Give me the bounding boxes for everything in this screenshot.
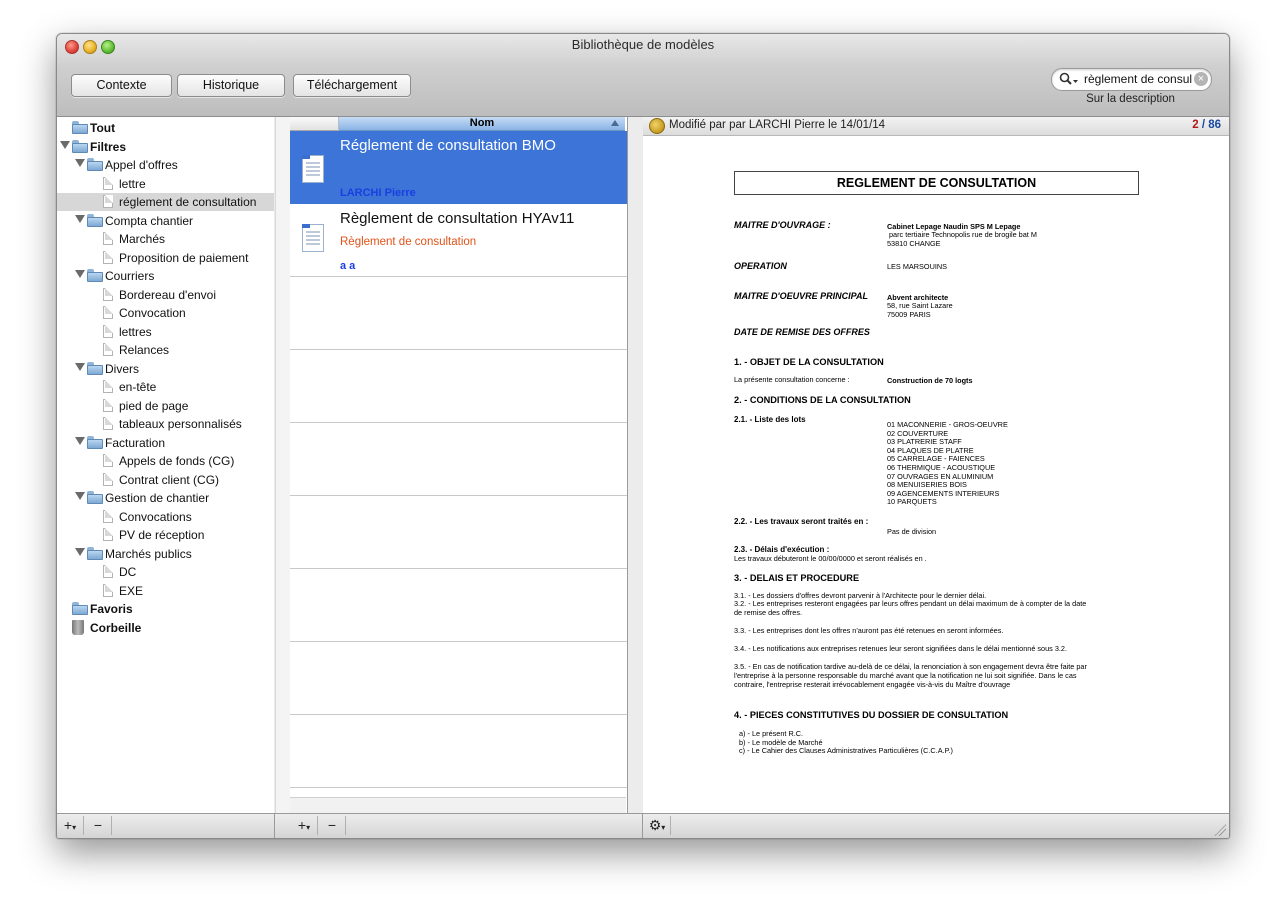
doc-para-3-3: 3.3. - Les entreprises dont les offres n'auront pas été retenues en seront informées.	[734, 626, 1004, 635]
chevron-down-icon: ▾	[306, 823, 311, 832]
folder-icon	[87, 158, 103, 171]
sidebar-item-label: Courriers	[105, 269, 155, 283]
piece-line: b) - Le modèle de Marché	[739, 737, 823, 747]
add-folder-button[interactable]: +▾	[57, 816, 84, 835]
window-title: Bibliothèque de modèles	[571, 37, 715, 52]
doc-section-1: 1. - OBJET DE LA CONSULTATION	[734, 357, 884, 367]
remove-folder-button[interactable]: −	[85, 816, 112, 835]
lot-line: 07 OUVRAGES EN ALUMINIUM	[887, 471, 994, 481]
document-icon	[103, 454, 113, 467]
template-author: a a	[340, 260, 356, 272]
sidebar-item[interactable]	[57, 489, 274, 507]
sidebar-item-label: Proposition de paiement	[119, 250, 249, 265]
sidebar-item[interactable]	[57, 323, 274, 341]
template-title: Règlement de consultation HYAv11	[340, 210, 575, 227]
doc-operation-value: LES MARSOUINS	[887, 262, 948, 271]
sidebar-item[interactable]	[57, 434, 274, 452]
lot-line: 05 CARRELAGE - FAIENCES	[887, 454, 985, 464]
doc-section-3: 3. - DELAIS ET PROCEDURE	[734, 573, 860, 583]
doc-section-2-3: 2.3. - Délais d'exécution :	[734, 545, 830, 554]
action-menu-button[interactable]	[644, 816, 671, 835]
template-author: LARCHI Pierre	[340, 187, 416, 199]
current-page: 2	[1192, 119, 1199, 131]
doc-maitre-ouvrage-addr1: parc tertiaire Technopolis rue de brogile bat M	[889, 230, 1037, 239]
piece-line: a) - Le présent R.C.	[739, 729, 804, 738]
folder-icon	[87, 491, 103, 504]
document-icon	[103, 343, 113, 356]
folder-icon	[72, 140, 88, 153]
sidebar-item-label: Appel d'offres	[105, 158, 178, 172]
disclosure-triangle-icon[interactable]	[75, 437, 85, 445]
sidebar-item-label: réglement de consultation	[119, 195, 257, 209]
sidebar-item-label: Divers	[105, 361, 140, 376]
doc-pieces-list	[739, 730, 953, 756]
doc-section-2-3-text: Les travaux débuteront le 00/00/0000 et seront réalisés en .	[734, 554, 927, 563]
piece-line: c) - Le Cahier des Clauses Administratives Particulières (C.C.A.P.)	[739, 746, 953, 756]
document-icon	[103, 325, 113, 338]
document-icon	[103, 473, 113, 486]
document-icon	[103, 417, 113, 430]
total-pages: / 86	[1201, 119, 1221, 131]
sidebar-item-label: Contrat client (CG)	[119, 472, 220, 487]
sidebar-item[interactable]	[57, 156, 274, 174]
sidebar-item-label: lettres	[119, 324, 152, 339]
document-icon	[103, 584, 113, 597]
folder-icon	[87, 214, 103, 227]
search-icon[interactable]	[1059, 72, 1079, 91]
doc-section-2-2-value: Pas de division	[887, 527, 937, 536]
sidebar-item[interactable]	[57, 526, 274, 544]
disclosure-triangle-icon[interactable]	[75, 270, 85, 278]
document-icon	[103, 380, 113, 393]
page-indicator	[1192, 119, 1221, 131]
lot-line: 04 PLAQUES DE PLATRE	[887, 445, 974, 455]
doc-para-3-5c: contraire, l'entreprise resterait irrévocablement engagée vis-à-vis du Maître d'ouvrage	[734, 680, 1011, 689]
doc-moe-name: Abvent architecte	[887, 293, 949, 302]
resize-grip[interactable]	[1214, 824, 1226, 836]
document-icon	[103, 565, 113, 578]
sidebar-item[interactable]	[57, 619, 274, 637]
divider	[274, 814, 275, 839]
divider	[642, 814, 643, 839]
add-template-button[interactable]: +▾	[291, 816, 318, 835]
history-button[interactable]: Historique	[177, 74, 285, 97]
doc-maitre-ouvrage-label: MAITRE D'OUVRAGE :	[734, 220, 831, 230]
sidebar-item[interactable]	[57, 267, 274, 285]
doc-para-3-4: 3.4. - Les notifications aux entreprises retenues leur seront signifiées dans le délai mentionné sous 3.2.	[734, 644, 1068, 653]
doc-lots-list	[887, 421, 1008, 507]
clear-search-icon[interactable]: ×	[1194, 72, 1208, 86]
app-window	[56, 33, 1230, 839]
sidebar-item[interactable]	[57, 471, 274, 489]
remove-template-button[interactable]: −	[319, 816, 346, 835]
sidebar-item[interactable]	[57, 230, 274, 248]
preview-pane	[643, 117, 1229, 813]
folder-icon	[87, 547, 103, 560]
sidebar-item[interactable]	[57, 341, 274, 359]
document-preview	[643, 136, 1229, 813]
folder-icon	[87, 362, 103, 375]
disclosure-triangle-icon[interactable]	[75, 159, 85, 167]
name-column-label: Nom	[469, 117, 495, 129]
doc-para-3-5a: 3.5. - En cas de notification tardive au-delà de ce délai, la renonciation à son engagement devra être faite par	[734, 662, 1087, 671]
sidebar-tree	[57, 117, 274, 813]
name-column-header[interactable]	[339, 117, 625, 131]
sidebar-item-label: pied de page	[119, 398, 189, 413]
bottom-bar	[57, 813, 1229, 839]
sidebar-item-label: Convocations	[119, 509, 192, 524]
sidebar-item[interactable]	[57, 582, 274, 600]
modified-by-text: Modifié par par LARCHI Pierre le 14/01/14	[669, 119, 886, 131]
document-icon	[103, 528, 113, 541]
search-input[interactable]	[1084, 71, 1192, 87]
doc-operation-label: OPERATION	[734, 261, 787, 271]
sidebar-item-label: PV de réception	[119, 528, 205, 542]
modified-info-icon	[649, 118, 665, 134]
folder-icon	[72, 602, 88, 615]
template-list-item[interactable]	[290, 131, 627, 204]
sidebar-item-label: Appels de fonds (CG)	[119, 454, 235, 468]
download-button[interactable]: Téléchargement	[293, 74, 411, 97]
folder-icon	[87, 269, 103, 282]
search-field[interactable]	[1051, 68, 1212, 91]
lot-line: 06 THERMIQUE - ACOUSTIQUE	[887, 462, 996, 472]
sidebar-item-label: lettre	[119, 176, 146, 191]
doc-maitre-ouvrage-name: Cabinet Lepage Naudin SPS M Lepage	[887, 222, 1021, 231]
document-icon	[103, 232, 113, 245]
doc-para-3-1: 3.1. - Les dossiers d'offres devront parvenir à l'Architecte pour le dernier délai.	[734, 591, 987, 600]
empty-list-row	[290, 277, 627, 350]
sort-ascending-icon	[611, 120, 619, 126]
trash-icon	[72, 620, 84, 635]
sidebar-item[interactable]	[57, 138, 274, 156]
sidebar-item[interactable]	[57, 397, 274, 415]
folder-icon	[72, 121, 88, 134]
sidebar-item-label: Favoris	[90, 602, 133, 616]
document-icon	[103, 510, 113, 523]
empty-list-row	[290, 715, 627, 788]
sidebar-item-label: Tout	[90, 121, 116, 135]
sidebar-item-label: en-tête	[119, 380, 157, 394]
doc-para-3-2b: de remise des offres.	[734, 608, 803, 617]
empty-list-row	[290, 496, 627, 569]
sidebar-item-label: DC	[119, 565, 137, 579]
sidebar-item[interactable]	[57, 119, 274, 137]
template-list-item[interactable]	[290, 204, 627, 277]
sidebar-item[interactable]	[57, 415, 274, 433]
doc-section-2-2: 2.2. - Les travaux seront traités en :	[734, 517, 869, 526]
gear-icon: ⚙	[648, 817, 662, 833]
window-toolbar	[57, 34, 1229, 117]
sidebar-item[interactable]	[57, 304, 274, 322]
document-icon	[103, 195, 113, 208]
disclosure-triangle-icon[interactable]	[75, 363, 85, 371]
sidebar-item[interactable]	[57, 360, 274, 378]
chevron-down-icon: ▾	[72, 823, 77, 832]
empty-list-row	[290, 569, 627, 642]
sidebar-item[interactable]	[57, 175, 274, 193]
lot-line: 03 PLATRERIE STAFF	[887, 437, 962, 447]
sidebar-item-label: Facturation	[105, 435, 166, 450]
sidebar-item-label: Gestion de chantier	[105, 491, 210, 505]
doc-section-1-value: Construction de 70 logts	[887, 376, 973, 385]
sidebar-item[interactable]	[57, 286, 274, 304]
sidebar-item[interactable]	[57, 249, 274, 267]
sidebar-item-label: EXE	[119, 583, 144, 598]
sidebar-item[interactable]	[57, 212, 274, 230]
sidebar-item-label: Relances	[119, 343, 170, 357]
doc-section-2-1: 2.1. - Liste des lots	[734, 415, 806, 424]
template-title: Réglement de consultation BMO	[340, 137, 556, 154]
sidebar-item-label: Convocation	[119, 306, 186, 320]
doc-para-3-2a: 3.2. - Les entreprises resteront engagées par leurs offres pendant un délai maximum de à compter de la date	[734, 599, 1087, 608]
chevron-down-icon: ▾	[661, 823, 666, 832]
list-header-blank	[290, 117, 339, 131]
sidebar-item[interactable]	[57, 452, 274, 470]
lot-line: 09 AGENCEMENTS INTERIEURS	[887, 488, 1000, 498]
lot-line: 08 MENUISERIES BOIS	[887, 480, 967, 490]
lot-line: 01 MACONNERIE - GROS-OEUVRE	[887, 420, 1008, 429]
doc-section-2: 2. - CONDITIONS DE LA CONSULTATION	[734, 395, 911, 405]
document-icon	[103, 399, 113, 412]
disclosure-triangle-icon[interactable]	[75, 548, 85, 556]
template-description: Règlement de consultation	[340, 236, 477, 248]
sidebar-item[interactable]	[57, 600, 274, 618]
preview-info-bar	[643, 117, 1229, 136]
sidebar-item-label: tableaux personnalisés	[119, 417, 242, 431]
sidebar-item[interactable]	[57, 563, 274, 581]
document-icon	[302, 155, 324, 183]
sidebar-item[interactable]	[57, 508, 274, 526]
document-icon	[103, 288, 113, 301]
doc-section-1-text: La présente consultation concerne :	[734, 375, 850, 384]
sidebar-item-label: Compta chantier	[105, 213, 194, 228]
document-icon	[103, 177, 113, 190]
sidebar-item-label: Marchés publics	[105, 546, 192, 561]
document-icon	[103, 306, 113, 319]
lot-line: 10 PARQUETS	[887, 497, 937, 507]
template-list	[290, 117, 628, 813]
disclosure-triangle-icon[interactable]	[75, 492, 85, 500]
doc-title: REGLEMENT DE CONSULTATION	[734, 171, 1139, 195]
folder-icon	[87, 436, 103, 449]
document-icon	[103, 251, 113, 264]
doc-section-4: 4. - PIECES CONSTITUTIVES DU DOSSIER DE CONSULTATION	[734, 710, 1009, 720]
lot-line: 02 COUVERTURE	[887, 428, 949, 438]
document-icon	[302, 224, 324, 252]
doc-moe-addr2: 75009 PARIS	[887, 310, 931, 319]
list-horizontal-scrollbar[interactable]	[290, 797, 626, 814]
sidebar-item[interactable]	[57, 378, 274, 396]
disclosure-triangle-icon[interactable]	[60, 141, 70, 149]
sidebar-item[interactable]	[57, 545, 274, 563]
sidebar-item[interactable]	[57, 193, 274, 211]
search-scope-label: Sur la description	[1086, 93, 1175, 105]
doc-maitre-ouvrage-addr2: 53810 CHANGE	[887, 239, 941, 248]
doc-moe-addr1: 58, rue Saint Lazare	[887, 301, 953, 310]
doc-moe-label: MAITRE D'OEUVRE PRINCIPAL	[734, 291, 868, 301]
context-button[interactable]: Contexte	[71, 74, 172, 97]
doc-remise-label: DATE DE REMISE DES OFFRES	[734, 327, 870, 337]
sidebar-item-label: Filtres	[90, 139, 127, 154]
disclosure-triangle-icon[interactable]	[75, 215, 85, 223]
sidebar-item-label: Marchés	[119, 232, 166, 246]
doc-para-3-5b: l'entreprise à la personne responsable du marché avant que la notification ne lui soit signifiée. Dans le cas	[734, 671, 1077, 680]
sidebar-item-label: Corbeille	[90, 620, 142, 635]
empty-list-row	[290, 350, 627, 423]
empty-list-row	[290, 423, 627, 496]
sidebar-scrollbar[interactable]	[275, 117, 291, 813]
sidebar-item-label: Bordereau d'envoi	[119, 287, 217, 302]
empty-list-row	[290, 642, 627, 715]
